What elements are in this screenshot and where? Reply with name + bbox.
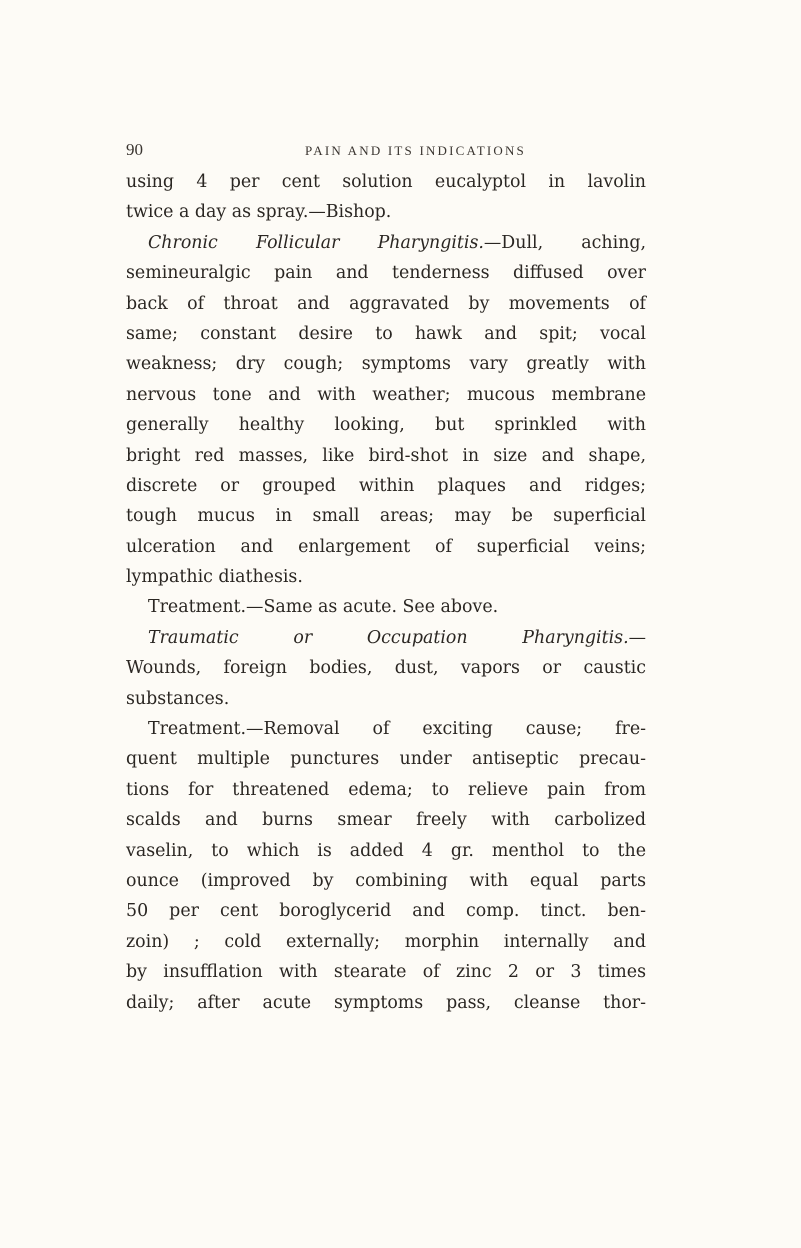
text-line: same; constant desire to hawk and spit; vocal [126,323,646,344]
text-line: daily; after acute symptoms pass, cleanse thor- [126,992,646,1013]
text-line: lympathic diathesis. [126,567,303,588]
text-line: generally healthy looking, but sprinkled with [126,415,646,436]
text-line: Wounds, foreign bodies, dust, vapors or caustic [126,658,646,679]
running-head: PAIN AND ITS INDICATIONS [305,143,526,158]
text-line: discrete or grouped within plaques and ridges; [126,475,646,496]
text-line: ounce (improved by combining with equal parts [126,870,646,891]
text-run: — [628,627,646,648]
text-line: semineuralgic pain and tenderness diffused over [126,263,646,284]
text-line: ulceration and enlargement of superficial veins; [126,536,646,557]
text-line [126,228,646,258]
text-line: tions for threatened edema; to relieve pain from [126,779,646,800]
text-line: Treatment.—Removal of exciting cause; fre- [148,719,646,740]
text-line: zoin) ; cold externally; morphin internally and [126,931,646,952]
text-line: tough mucus in small areas; may be superficial [126,506,646,527]
text-line: Treatment.—Same as acute. See above. [148,597,499,618]
text-line: nervous tone and with weather; mucous membrane [126,384,646,405]
text-line: by insufflation with stearate of zinc 2 or 3 times [126,962,646,983]
text-line: vaselin, to which is added 4 gr. menthol to the [126,840,646,861]
text-line: scalds and burns smear freely with carbolized [126,810,646,831]
text-line: using 4 per cent solution eucalyptol in lavolin [126,172,646,192]
text-line [126,623,646,653]
text-line: weakness; dry cough; symptoms vary greatly with [126,354,646,375]
section-heading: Traumatic or Occupation Pharyngitis. [148,627,629,648]
text-line: 50 per cent boroglycerid and comp. tinct. ben- [126,901,646,922]
text-line: twice a day as spray.—Bishop. [126,202,392,223]
text-line: bright red masses, like bird-shot in size and shape, [126,445,646,466]
text-run: —Dull, aching, [483,232,646,253]
text-line: substances. [126,688,230,709]
section-heading: Chronic Follicular Pharyngitis. [148,232,484,253]
text-line: quent multiple punctures under antiseptic precau- [126,749,646,770]
text-line: back of throat and aggravated by movements of [126,293,646,314]
page-number: 90 [126,140,143,159]
page-header [0,140,801,160]
body-text [126,167,646,1018]
